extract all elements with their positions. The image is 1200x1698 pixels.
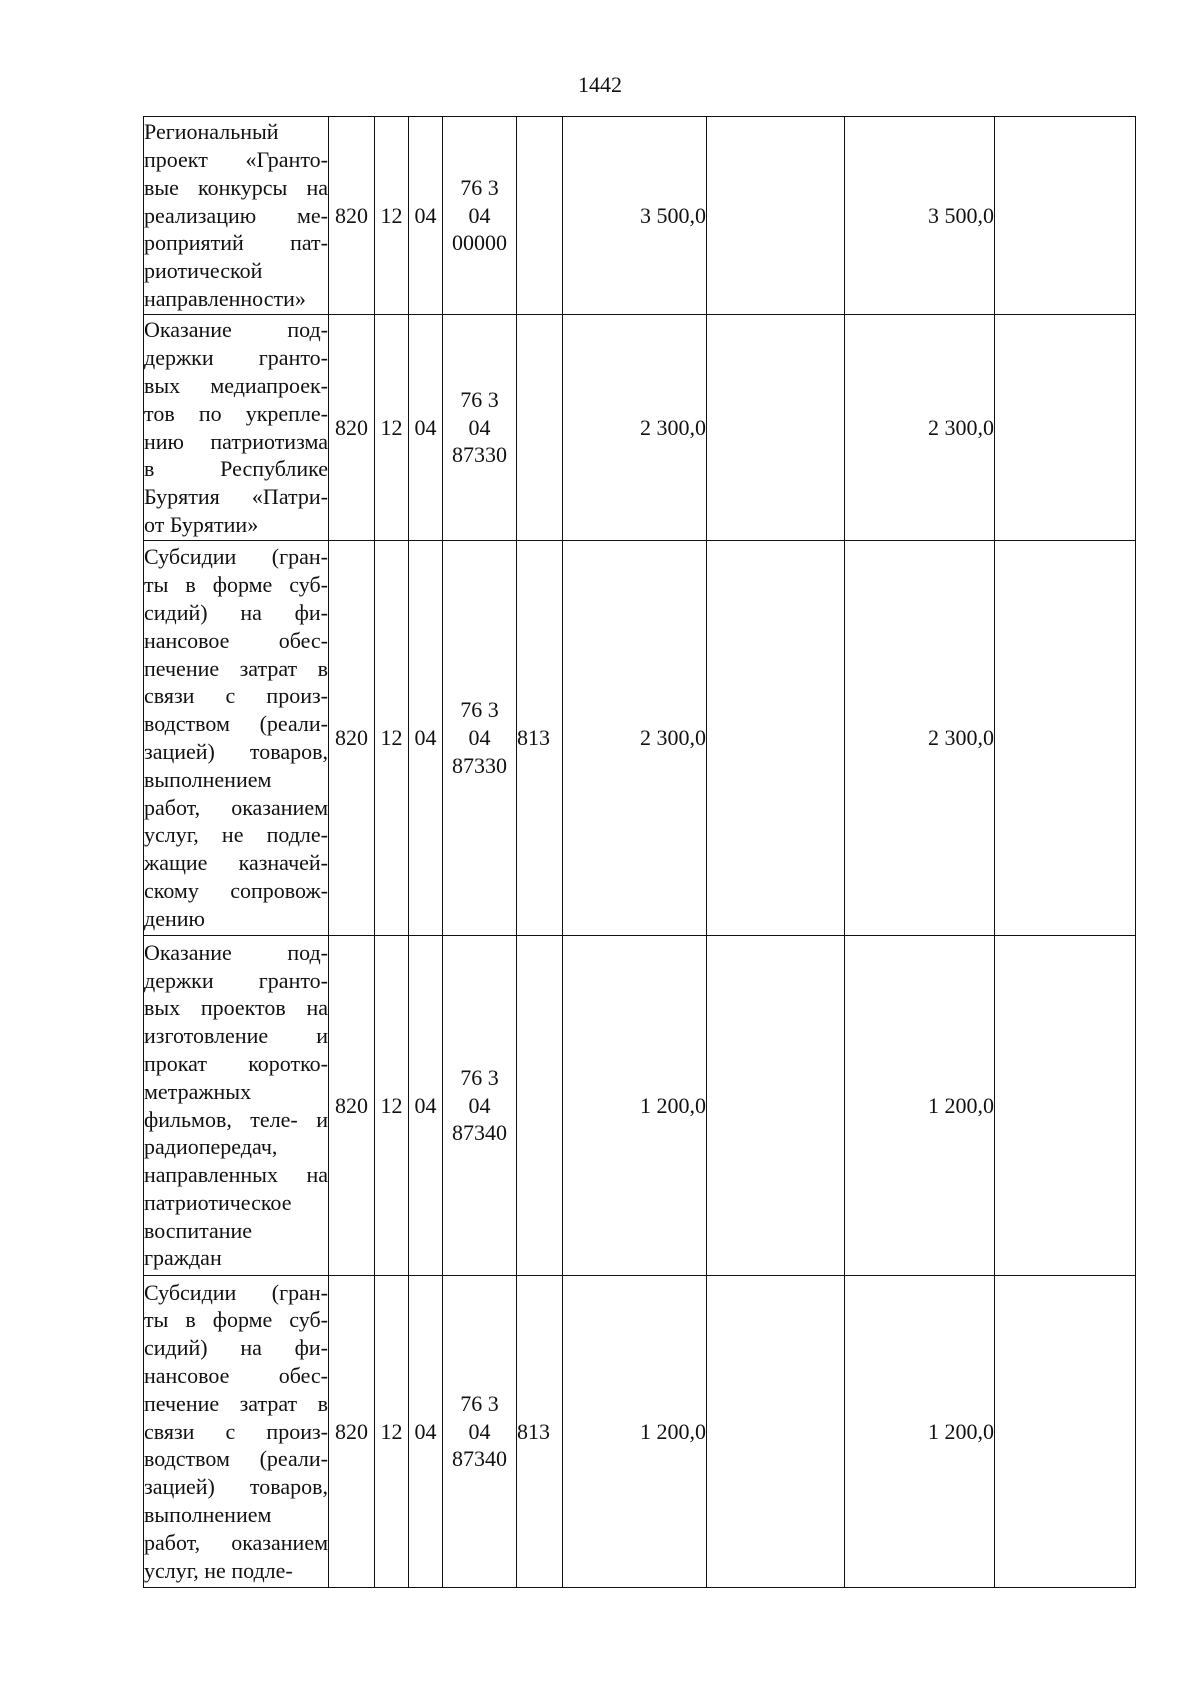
expense-name-line: работ, оказанием xyxy=(144,794,328,820)
amount-cell xyxy=(707,117,845,315)
expense-type-cell: 813 xyxy=(517,1276,563,1588)
table-row xyxy=(144,541,1136,936)
target-article-line: 87330 xyxy=(452,442,507,468)
table-row xyxy=(144,1276,1136,1588)
target-article-line: 87330 xyxy=(452,752,507,778)
expense-name-cell xyxy=(144,1276,329,1588)
amount-cell xyxy=(995,541,1136,936)
amount-cell: 2 300,0 xyxy=(845,315,995,541)
grbs-code-cell: 820 xyxy=(329,315,375,541)
target-article-line: 76 3 xyxy=(460,174,499,200)
expense-name-line: от Бурятии» xyxy=(144,511,259,537)
expense-name-line: направленности» xyxy=(144,285,306,311)
expense-name-line: радиопередач, xyxy=(144,1134,278,1160)
target-article-line: 04 xyxy=(468,725,491,751)
table-row xyxy=(144,936,1136,1276)
expense-name-line: жащие казначей- xyxy=(144,850,328,876)
expense-name-line: роприятий пат- xyxy=(144,230,328,256)
expense-type-cell xyxy=(517,315,563,541)
table-row xyxy=(144,117,1136,315)
expense-name-line: дению xyxy=(144,905,205,931)
expense-name-line: Субсидии (гран- xyxy=(144,1279,328,1305)
target-article-line: 76 3 xyxy=(460,1064,499,1090)
expense-type-cell xyxy=(517,117,563,315)
expense-name-line: зацией) товаров, xyxy=(144,1474,328,1500)
expense-name-line: проект «Гранто- xyxy=(144,147,328,172)
expense-name-line: сидий) на фи- xyxy=(144,1335,328,1361)
subsection-code-cell: 04 xyxy=(409,1276,443,1588)
expense-name-line: в Республике xyxy=(144,456,328,482)
expense-name-cell xyxy=(144,936,329,1276)
section-code-cell: 12 xyxy=(375,315,409,541)
expense-type-cell xyxy=(517,936,563,1276)
expense-name-line: ты в форме суб- xyxy=(144,1307,328,1333)
target-article-line: 00000 xyxy=(452,230,507,256)
expense-name-line: зацией) товаров, xyxy=(144,739,328,764)
expense-name-line: связи с произ- xyxy=(144,1418,328,1444)
expense-name-line: риотической xyxy=(144,258,263,284)
expense-name-line: услуг, не подле- xyxy=(144,1557,293,1583)
section-code-cell: 12 xyxy=(375,541,409,936)
expense-name-line: Субсидии (гран- xyxy=(144,544,328,570)
target-article-line: 04 xyxy=(468,202,491,228)
expense-name-line: связи с произ- xyxy=(144,683,328,709)
expense-name-cell xyxy=(144,117,329,315)
page-number: 1442 xyxy=(578,72,622,97)
amount-cell xyxy=(707,315,845,541)
expense-name-line: Оказание под- xyxy=(144,939,328,965)
amount-cell: 2 300,0 xyxy=(845,541,995,936)
expense-name-line: патриотическое xyxy=(144,1189,292,1215)
amount-cell: 1 200,0 xyxy=(845,936,995,1276)
target-article-line: 04 xyxy=(468,1418,491,1444)
grbs-code-cell: 820 xyxy=(329,541,375,936)
expense-name-line: тов по укрепле- xyxy=(144,400,328,426)
expense-type-cell: 813 xyxy=(517,541,563,936)
amount-cell xyxy=(995,117,1136,315)
target-article-line: 87340 xyxy=(452,1446,507,1472)
expense-name-line: ты в форме суб- xyxy=(144,572,328,598)
amount-cell: 3 500,0 xyxy=(563,117,707,315)
target-article-cell xyxy=(443,315,517,541)
subsection-code-cell: 04 xyxy=(409,315,443,541)
expense-name-line: услуг, не подле- xyxy=(144,822,328,848)
expense-name-line: прокат коротко- xyxy=(144,1050,328,1076)
amount-cell xyxy=(707,541,845,936)
expense-name-line: работ, оказанием xyxy=(144,1529,328,1555)
target-article-cell xyxy=(443,541,517,936)
expense-name-line: печение затрат в xyxy=(144,1390,328,1416)
expense-name-line: вых проектов на xyxy=(144,995,328,1021)
expense-name-line: фильмов, теле- и xyxy=(144,1106,328,1132)
expense-name-line: держки гранто- xyxy=(144,967,328,993)
expense-name-line: направленных на xyxy=(144,1162,328,1188)
target-article-cell xyxy=(443,117,517,315)
amount-cell: 1 200,0 xyxy=(563,1276,707,1588)
expense-name-line: держки гранто- xyxy=(144,345,328,371)
amount-cell xyxy=(995,1276,1136,1588)
amount-cell xyxy=(995,936,1136,1276)
section-code-cell: 12 xyxy=(375,1276,409,1588)
expense-name-line: печение затрат в xyxy=(144,655,328,681)
target-article-line: 04 xyxy=(468,414,491,440)
expense-name-line: граждан xyxy=(144,1245,222,1271)
amount-cell: 3 500,0 xyxy=(845,117,995,315)
subsection-code-cell: 04 xyxy=(409,117,443,315)
amount-cell: 2 300,0 xyxy=(563,315,707,541)
expense-name-line: выполнением xyxy=(144,1501,272,1527)
table-row xyxy=(144,315,1136,541)
expense-name-line: Оказание под- xyxy=(144,317,328,343)
table-body xyxy=(144,117,1136,1588)
target-article-line: 76 3 xyxy=(460,697,499,723)
amount-cell: 1 200,0 xyxy=(563,936,707,1276)
amount-cell xyxy=(995,315,1136,541)
amount-cell xyxy=(707,1276,845,1588)
expense-name-line: Бурятия «Патри- xyxy=(144,484,328,510)
grbs-code-cell: 820 xyxy=(329,117,375,315)
amount-cell xyxy=(707,936,845,1276)
subsection-code-cell: 04 xyxy=(409,936,443,1276)
expense-name-line: водством (реали- xyxy=(144,1446,328,1472)
target-article-line: 87340 xyxy=(452,1120,507,1146)
expense-name-line: скому сопровож- xyxy=(144,877,328,903)
target-article-line: 76 3 xyxy=(460,1390,499,1416)
expense-name-line: водством (реали- xyxy=(144,711,328,737)
expense-name-line: Региональный xyxy=(144,119,279,145)
section-code-cell: 12 xyxy=(375,936,409,1276)
expense-name-line: вых медиапроек- xyxy=(144,372,328,398)
expense-name-line: выполнением xyxy=(144,766,272,792)
subsection-code-cell: 04 xyxy=(409,541,443,936)
target-article-line: 04 xyxy=(468,1092,491,1118)
expense-name-line: реализацию ме- xyxy=(144,202,328,228)
expense-name-line: метражных xyxy=(144,1078,252,1104)
expense-name-cell xyxy=(144,541,329,936)
expense-name-line: нансовое обес- xyxy=(144,627,328,653)
expense-name-line: нансовое обес- xyxy=(144,1363,328,1388)
target-article-cell xyxy=(443,1276,517,1588)
amount-cell: 2 300,0 xyxy=(563,541,707,936)
section-code-cell: 12 xyxy=(375,117,409,315)
target-article-line: 76 3 xyxy=(460,386,499,412)
amount-cell: 1 200,0 xyxy=(845,1276,995,1588)
expense-name-line: нию патриотизма xyxy=(144,428,328,454)
grbs-code-cell: 820 xyxy=(329,1276,375,1588)
expense-name-line: сидий) на фи- xyxy=(144,600,328,626)
expense-name-cell xyxy=(144,315,329,541)
budget-table xyxy=(143,116,1136,1588)
expense-name-line: изготовление и xyxy=(144,1023,328,1049)
expense-name-line: вые конкурсы на xyxy=(144,174,328,200)
target-article-cell xyxy=(443,936,517,1276)
expense-name-line: воспитание xyxy=(144,1217,253,1243)
grbs-code-cell: 820 xyxy=(329,936,375,1276)
